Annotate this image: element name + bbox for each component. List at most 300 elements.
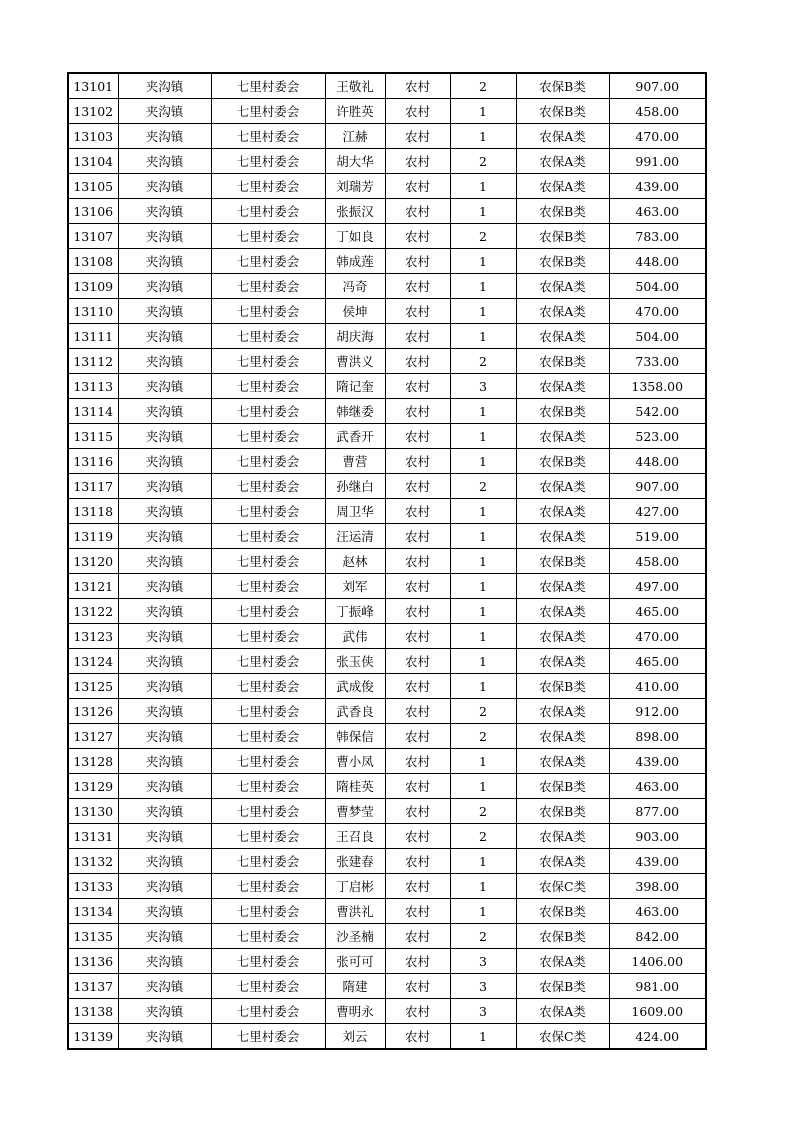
record-id-cell: 13106 bbox=[68, 199, 118, 224]
category-cell: 农保A类 bbox=[516, 574, 609, 599]
person-count-cell: 1 bbox=[450, 199, 516, 224]
amount-cell: 907.00 bbox=[609, 474, 706, 499]
record-id-cell: 13135 bbox=[68, 924, 118, 949]
household-type-cell: 农村 bbox=[385, 624, 450, 649]
village-committee-cell: 七里村委会 bbox=[211, 699, 325, 724]
town-cell: 夹沟镇 bbox=[118, 624, 211, 649]
household-type-cell: 农村 bbox=[385, 324, 450, 349]
name-cell: 丁如良 bbox=[325, 224, 385, 249]
table-row bbox=[68, 624, 706, 649]
record-id-cell: 13139 bbox=[68, 1024, 118, 1050]
amount-cell: 1609.00 bbox=[609, 999, 706, 1024]
village-committee-cell: 七里村委会 bbox=[211, 849, 325, 874]
amount-cell: 439.00 bbox=[609, 174, 706, 199]
name-cell: 韩成莲 bbox=[325, 249, 385, 274]
amount-cell: 470.00 bbox=[609, 624, 706, 649]
town-cell: 夹沟镇 bbox=[118, 874, 211, 899]
record-id-cell: 13103 bbox=[68, 124, 118, 149]
table-row bbox=[68, 699, 706, 724]
table-row bbox=[68, 299, 706, 324]
household-type-cell: 农村 bbox=[385, 699, 450, 724]
amount-cell: 907.00 bbox=[609, 73, 706, 99]
household-type-cell: 农村 bbox=[385, 199, 450, 224]
amount-cell: 877.00 bbox=[609, 799, 706, 824]
town-cell: 夹沟镇 bbox=[118, 174, 211, 199]
household-type-cell: 农村 bbox=[385, 99, 450, 124]
table-row bbox=[68, 924, 706, 949]
table-row bbox=[68, 949, 706, 974]
table-row bbox=[68, 799, 706, 824]
table-row bbox=[68, 774, 706, 799]
record-id-cell: 13105 bbox=[68, 174, 118, 199]
person-count-cell: 2 bbox=[450, 224, 516, 249]
town-cell: 夹沟镇 bbox=[118, 724, 211, 749]
record-id-cell: 13121 bbox=[68, 574, 118, 599]
name-cell: 武香开 bbox=[325, 424, 385, 449]
category-cell: 农保B类 bbox=[516, 99, 609, 124]
name-cell: 武伟 bbox=[325, 624, 385, 649]
amount-cell: 470.00 bbox=[609, 299, 706, 324]
village-committee-cell: 七里村委会 bbox=[211, 424, 325, 449]
household-type-cell: 农村 bbox=[385, 824, 450, 849]
village-committee-cell: 七里村委会 bbox=[211, 174, 325, 199]
table-row bbox=[68, 149, 706, 174]
person-count-cell: 1 bbox=[450, 174, 516, 199]
town-cell: 夹沟镇 bbox=[118, 99, 211, 124]
record-id-cell: 13138 bbox=[68, 999, 118, 1024]
name-cell: 丁启彬 bbox=[325, 874, 385, 899]
name-cell: 曹洪礼 bbox=[325, 899, 385, 924]
person-count-cell: 1 bbox=[450, 399, 516, 424]
category-cell: 农保A类 bbox=[516, 699, 609, 724]
record-id-cell: 13101 bbox=[68, 73, 118, 99]
village-committee-cell: 七里村委会 bbox=[211, 449, 325, 474]
category-cell: 农保C类 bbox=[516, 1024, 609, 1050]
village-committee-cell: 七里村委会 bbox=[211, 524, 325, 549]
household-type-cell: 农村 bbox=[385, 124, 450, 149]
category-cell: 农保A类 bbox=[516, 824, 609, 849]
record-id-cell: 13130 bbox=[68, 799, 118, 824]
amount-cell: 519.00 bbox=[609, 524, 706, 549]
record-id-cell: 13133 bbox=[68, 874, 118, 899]
person-count-cell: 1 bbox=[450, 1024, 516, 1050]
village-committee-cell: 七里村委会 bbox=[211, 499, 325, 524]
person-count-cell: 1 bbox=[450, 649, 516, 674]
category-cell: 农保A类 bbox=[516, 724, 609, 749]
record-id-cell: 13104 bbox=[68, 149, 118, 174]
amount-cell: 981.00 bbox=[609, 974, 706, 999]
household-type-cell: 农村 bbox=[385, 174, 450, 199]
town-cell: 夹沟镇 bbox=[118, 849, 211, 874]
data-table bbox=[67, 72, 707, 1050]
household-type-cell: 农村 bbox=[385, 474, 450, 499]
person-count-cell: 3 bbox=[450, 949, 516, 974]
household-type-cell: 农村 bbox=[385, 449, 450, 474]
town-cell: 夹沟镇 bbox=[118, 299, 211, 324]
name-cell: 孙继白 bbox=[325, 474, 385, 499]
town-cell: 夹沟镇 bbox=[118, 249, 211, 274]
village-committee-cell: 七里村委会 bbox=[211, 399, 325, 424]
table-row bbox=[68, 324, 706, 349]
person-count-cell: 1 bbox=[450, 449, 516, 474]
table-row bbox=[68, 124, 706, 149]
table-row bbox=[68, 224, 706, 249]
category-cell: 农保A类 bbox=[516, 324, 609, 349]
person-count-cell: 1 bbox=[450, 899, 516, 924]
record-id-cell: 13108 bbox=[68, 249, 118, 274]
town-cell: 夹沟镇 bbox=[118, 224, 211, 249]
village-committee-cell: 七里村委会 bbox=[211, 899, 325, 924]
person-count-cell: 2 bbox=[450, 924, 516, 949]
amount-cell: 427.00 bbox=[609, 499, 706, 524]
category-cell: 农保B类 bbox=[516, 774, 609, 799]
village-committee-cell: 七里村委会 bbox=[211, 924, 325, 949]
household-type-cell: 农村 bbox=[385, 424, 450, 449]
record-id-cell: 13112 bbox=[68, 349, 118, 374]
table-row bbox=[68, 499, 706, 524]
record-id-cell: 13126 bbox=[68, 699, 118, 724]
record-id-cell: 13131 bbox=[68, 824, 118, 849]
amount-cell: 542.00 bbox=[609, 399, 706, 424]
name-cell: 张建春 bbox=[325, 849, 385, 874]
record-id-cell: 13128 bbox=[68, 749, 118, 774]
record-id-cell: 13132 bbox=[68, 849, 118, 874]
name-cell: 胡大华 bbox=[325, 149, 385, 174]
amount-cell: 465.00 bbox=[609, 649, 706, 674]
name-cell: 曹明永 bbox=[325, 999, 385, 1024]
name-cell: 丁振峰 bbox=[325, 599, 385, 624]
amount-cell: 410.00 bbox=[609, 674, 706, 699]
record-id-cell: 13127 bbox=[68, 724, 118, 749]
table-row bbox=[68, 899, 706, 924]
person-count-cell: 1 bbox=[450, 599, 516, 624]
table-row bbox=[68, 399, 706, 424]
category-cell: 农保B类 bbox=[516, 974, 609, 999]
village-committee-cell: 七里村委会 bbox=[211, 799, 325, 824]
amount-cell: 733.00 bbox=[609, 349, 706, 374]
category-cell: 农保A类 bbox=[516, 174, 609, 199]
category-cell: 农保A类 bbox=[516, 149, 609, 174]
category-cell: 农保B类 bbox=[516, 224, 609, 249]
village-committee-cell: 七里村委会 bbox=[211, 274, 325, 299]
village-committee-cell: 七里村委会 bbox=[211, 324, 325, 349]
town-cell: 夹沟镇 bbox=[118, 974, 211, 999]
record-id-cell: 13136 bbox=[68, 949, 118, 974]
village-committee-cell: 七里村委会 bbox=[211, 124, 325, 149]
record-id-cell: 13114 bbox=[68, 399, 118, 424]
name-cell: 刘瑞芳 bbox=[325, 174, 385, 199]
category-cell: 农保A类 bbox=[516, 424, 609, 449]
amount-cell: 463.00 bbox=[609, 899, 706, 924]
table-row bbox=[68, 474, 706, 499]
category-cell: 农保A类 bbox=[516, 474, 609, 499]
town-cell: 夹沟镇 bbox=[118, 349, 211, 374]
name-cell: 刘云 bbox=[325, 1024, 385, 1050]
table-row bbox=[68, 424, 706, 449]
household-type-cell: 农村 bbox=[385, 249, 450, 274]
amount-cell: 1358.00 bbox=[609, 374, 706, 399]
person-count-cell: 1 bbox=[450, 499, 516, 524]
category-cell: 农保A类 bbox=[516, 849, 609, 874]
household-type-cell: 农村 bbox=[385, 224, 450, 249]
record-id-cell: 13118 bbox=[68, 499, 118, 524]
village-committee-cell: 七里村委会 bbox=[211, 1024, 325, 1050]
table-row bbox=[68, 449, 706, 474]
household-type-cell: 农村 bbox=[385, 599, 450, 624]
table-row bbox=[68, 1024, 706, 1050]
household-type-cell: 农村 bbox=[385, 649, 450, 674]
record-id-cell: 13116 bbox=[68, 449, 118, 474]
person-count-cell: 2 bbox=[450, 799, 516, 824]
category-cell: 农保B类 bbox=[516, 449, 609, 474]
person-count-cell: 1 bbox=[450, 274, 516, 299]
town-cell: 夹沟镇 bbox=[118, 73, 211, 99]
household-type-cell: 农村 bbox=[385, 874, 450, 899]
town-cell: 夹沟镇 bbox=[118, 324, 211, 349]
amount-cell: 458.00 bbox=[609, 549, 706, 574]
village-committee-cell: 七里村委会 bbox=[211, 749, 325, 774]
name-cell: 武香良 bbox=[325, 699, 385, 724]
name-cell: 汪运清 bbox=[325, 524, 385, 549]
table-row bbox=[68, 749, 706, 774]
amount-cell: 439.00 bbox=[609, 849, 706, 874]
name-cell: 韩继委 bbox=[325, 399, 385, 424]
amount-cell: 448.00 bbox=[609, 249, 706, 274]
person-count-cell: 1 bbox=[450, 549, 516, 574]
name-cell: 张可可 bbox=[325, 949, 385, 974]
name-cell: 曹洪义 bbox=[325, 349, 385, 374]
amount-cell: 912.00 bbox=[609, 699, 706, 724]
household-type-cell: 农村 bbox=[385, 999, 450, 1024]
village-committee-cell: 七里村委会 bbox=[211, 99, 325, 124]
category-cell: 农保A类 bbox=[516, 124, 609, 149]
name-cell: 曹小凤 bbox=[325, 749, 385, 774]
name-cell: 张振汉 bbox=[325, 199, 385, 224]
name-cell: 江赫 bbox=[325, 124, 385, 149]
category-cell: 农保A类 bbox=[516, 274, 609, 299]
category-cell: 农保A类 bbox=[516, 999, 609, 1024]
household-type-cell: 农村 bbox=[385, 399, 450, 424]
person-count-cell: 3 bbox=[450, 374, 516, 399]
table-row bbox=[68, 73, 706, 99]
record-id-cell: 13113 bbox=[68, 374, 118, 399]
category-cell: 农保A类 bbox=[516, 949, 609, 974]
record-id-cell: 13123 bbox=[68, 624, 118, 649]
record-id-cell: 13102 bbox=[68, 99, 118, 124]
town-cell: 夹沟镇 bbox=[118, 474, 211, 499]
person-count-cell: 1 bbox=[450, 674, 516, 699]
amount-cell: 783.00 bbox=[609, 224, 706, 249]
person-count-cell: 2 bbox=[450, 824, 516, 849]
village-committee-cell: 七里村委会 bbox=[211, 549, 325, 574]
table-row bbox=[68, 824, 706, 849]
record-id-cell: 13107 bbox=[68, 224, 118, 249]
town-cell: 夹沟镇 bbox=[118, 799, 211, 824]
table-row bbox=[68, 724, 706, 749]
person-count-cell: 2 bbox=[450, 349, 516, 374]
record-id-cell: 13111 bbox=[68, 324, 118, 349]
table-row bbox=[68, 274, 706, 299]
person-count-cell: 1 bbox=[450, 124, 516, 149]
category-cell: 农保B类 bbox=[516, 249, 609, 274]
table-row bbox=[68, 649, 706, 674]
name-cell: 张玉侠 bbox=[325, 649, 385, 674]
name-cell: 王召良 bbox=[325, 824, 385, 849]
person-count-cell: 1 bbox=[450, 424, 516, 449]
village-committee-cell: 七里村委会 bbox=[211, 574, 325, 599]
amount-cell: 497.00 bbox=[609, 574, 706, 599]
person-count-cell: 2 bbox=[450, 474, 516, 499]
person-count-cell: 2 bbox=[450, 699, 516, 724]
household-type-cell: 农村 bbox=[385, 299, 450, 324]
household-type-cell: 农村 bbox=[385, 374, 450, 399]
person-count-cell: 1 bbox=[450, 524, 516, 549]
person-count-cell: 2 bbox=[450, 73, 516, 99]
name-cell: 王敬礼 bbox=[325, 73, 385, 99]
village-committee-cell: 七里村委会 bbox=[211, 249, 325, 274]
household-type-cell: 农村 bbox=[385, 274, 450, 299]
person-count-cell: 1 bbox=[450, 299, 516, 324]
name-cell: 侯坤 bbox=[325, 299, 385, 324]
town-cell: 夹沟镇 bbox=[118, 649, 211, 674]
village-committee-cell: 七里村委会 bbox=[211, 649, 325, 674]
table-row bbox=[68, 674, 706, 699]
amount-cell: 504.00 bbox=[609, 274, 706, 299]
person-count-cell: 1 bbox=[450, 249, 516, 274]
amount-cell: 398.00 bbox=[609, 874, 706, 899]
record-id-cell: 13120 bbox=[68, 549, 118, 574]
name-cell: 隋建 bbox=[325, 974, 385, 999]
category-cell: 农保B类 bbox=[516, 924, 609, 949]
town-cell: 夹沟镇 bbox=[118, 949, 211, 974]
village-committee-cell: 七里村委会 bbox=[211, 974, 325, 999]
name-cell: 许胜英 bbox=[325, 99, 385, 124]
town-cell: 夹沟镇 bbox=[118, 574, 211, 599]
household-type-cell: 农村 bbox=[385, 499, 450, 524]
amount-cell: 1406.00 bbox=[609, 949, 706, 974]
table-row bbox=[68, 874, 706, 899]
record-id-cell: 13119 bbox=[68, 524, 118, 549]
village-committee-cell: 七里村委会 bbox=[211, 774, 325, 799]
household-type-cell: 农村 bbox=[385, 924, 450, 949]
person-count-cell: 1 bbox=[450, 749, 516, 774]
town-cell: 夹沟镇 bbox=[118, 1024, 211, 1050]
town-cell: 夹沟镇 bbox=[118, 149, 211, 174]
household-type-cell: 农村 bbox=[385, 574, 450, 599]
name-cell: 曹营 bbox=[325, 449, 385, 474]
record-id-cell: 13134 bbox=[68, 899, 118, 924]
category-cell: 农保B类 bbox=[516, 549, 609, 574]
name-cell: 周卫华 bbox=[325, 499, 385, 524]
household-type-cell: 农村 bbox=[385, 974, 450, 999]
table-row bbox=[68, 999, 706, 1024]
household-type-cell: 农村 bbox=[385, 549, 450, 574]
person-count-cell: 1 bbox=[450, 774, 516, 799]
person-count-cell: 1 bbox=[450, 324, 516, 349]
category-cell: 农保A类 bbox=[516, 299, 609, 324]
village-committee-cell: 七里村委会 bbox=[211, 624, 325, 649]
category-cell: 农保B类 bbox=[516, 199, 609, 224]
category-cell: 农保A类 bbox=[516, 499, 609, 524]
village-committee-cell: 七里村委会 bbox=[211, 73, 325, 99]
village-committee-cell: 七里村委会 bbox=[211, 474, 325, 499]
town-cell: 夹沟镇 bbox=[118, 399, 211, 424]
category-cell: 农保A类 bbox=[516, 649, 609, 674]
town-cell: 夹沟镇 bbox=[118, 599, 211, 624]
table-row bbox=[68, 174, 706, 199]
town-cell: 夹沟镇 bbox=[118, 824, 211, 849]
village-committee-cell: 七里村委会 bbox=[211, 999, 325, 1024]
name-cell: 韩保信 bbox=[325, 724, 385, 749]
amount-cell: 898.00 bbox=[609, 724, 706, 749]
household-type-cell: 农村 bbox=[385, 774, 450, 799]
category-cell: 农保A类 bbox=[516, 524, 609, 549]
record-id-cell: 13129 bbox=[68, 774, 118, 799]
amount-cell: 465.00 bbox=[609, 599, 706, 624]
table-body bbox=[68, 73, 706, 1049]
record-id-cell: 13109 bbox=[68, 274, 118, 299]
person-count-cell: 1 bbox=[450, 624, 516, 649]
name-cell: 沙圣楠 bbox=[325, 924, 385, 949]
household-type-cell: 农村 bbox=[385, 674, 450, 699]
name-cell: 武成俊 bbox=[325, 674, 385, 699]
amount-cell: 439.00 bbox=[609, 749, 706, 774]
town-cell: 夹沟镇 bbox=[118, 674, 211, 699]
person-count-cell: 2 bbox=[450, 149, 516, 174]
village-committee-cell: 七里村委会 bbox=[211, 949, 325, 974]
table-row bbox=[68, 199, 706, 224]
record-id-cell: 13122 bbox=[68, 599, 118, 624]
household-type-cell: 农村 bbox=[385, 949, 450, 974]
table-row bbox=[68, 974, 706, 999]
village-committee-cell: 七里村委会 bbox=[211, 349, 325, 374]
household-type-cell: 农村 bbox=[385, 799, 450, 824]
amount-cell: 842.00 bbox=[609, 924, 706, 949]
category-cell: 农保A类 bbox=[516, 749, 609, 774]
category-cell: 农保A类 bbox=[516, 374, 609, 399]
town-cell: 夹沟镇 bbox=[118, 899, 211, 924]
category-cell: 农保A类 bbox=[516, 624, 609, 649]
table-row bbox=[68, 599, 706, 624]
town-cell: 夹沟镇 bbox=[118, 749, 211, 774]
name-cell: 隋记奎 bbox=[325, 374, 385, 399]
town-cell: 夹沟镇 bbox=[118, 374, 211, 399]
household-type-cell: 农村 bbox=[385, 149, 450, 174]
household-type-cell: 农村 bbox=[385, 724, 450, 749]
amount-cell: 458.00 bbox=[609, 99, 706, 124]
household-type-cell: 农村 bbox=[385, 1024, 450, 1050]
category-cell: 农保B类 bbox=[516, 73, 609, 99]
record-id-cell: 13110 bbox=[68, 299, 118, 324]
amount-cell: 463.00 bbox=[609, 199, 706, 224]
town-cell: 夹沟镇 bbox=[118, 524, 211, 549]
amount-cell: 903.00 bbox=[609, 824, 706, 849]
town-cell: 夹沟镇 bbox=[118, 499, 211, 524]
village-committee-cell: 七里村委会 bbox=[211, 599, 325, 624]
name-cell: 胡庆海 bbox=[325, 324, 385, 349]
table-row bbox=[68, 849, 706, 874]
record-id-cell: 13125 bbox=[68, 674, 118, 699]
town-cell: 夹沟镇 bbox=[118, 449, 211, 474]
village-committee-cell: 七里村委会 bbox=[211, 674, 325, 699]
village-committee-cell: 七里村委会 bbox=[211, 299, 325, 324]
amount-cell: 448.00 bbox=[609, 449, 706, 474]
village-committee-cell: 七里村委会 bbox=[211, 374, 325, 399]
household-type-cell: 农村 bbox=[385, 349, 450, 374]
person-count-cell: 1 bbox=[450, 874, 516, 899]
amount-cell: 504.00 bbox=[609, 324, 706, 349]
town-cell: 夹沟镇 bbox=[118, 124, 211, 149]
